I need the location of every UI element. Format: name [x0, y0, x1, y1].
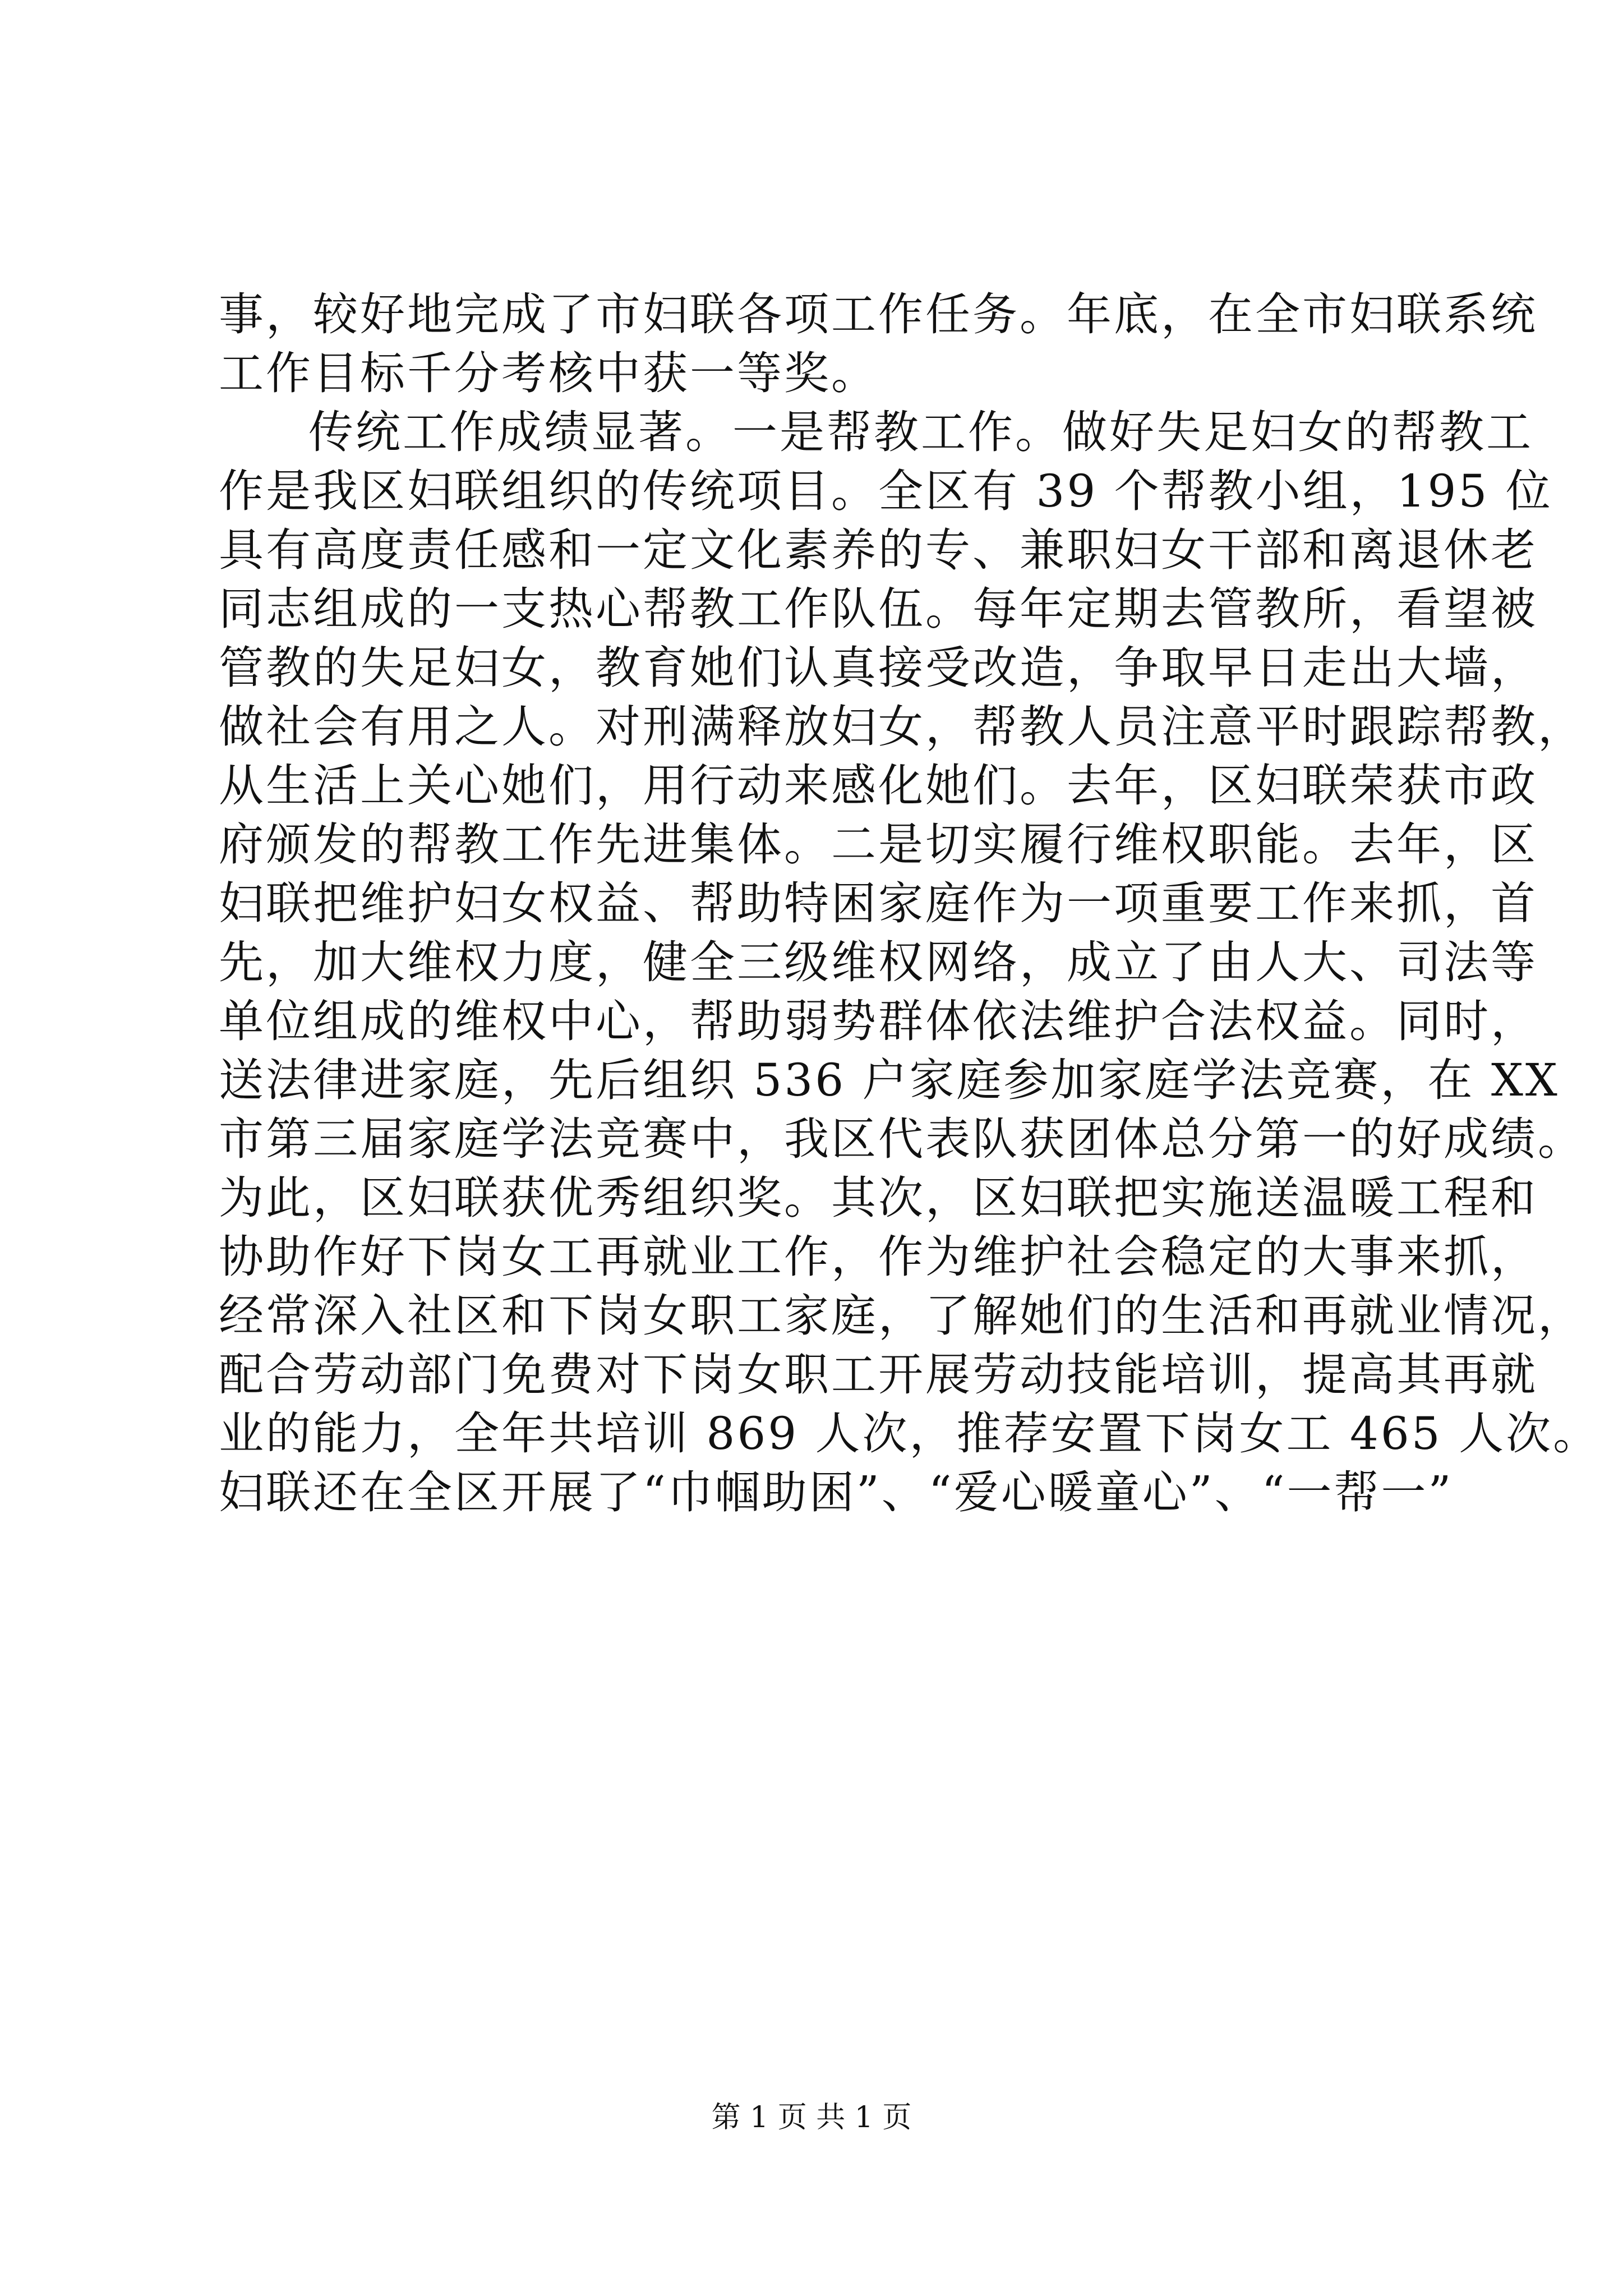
text-line: 协助作好下岗女工再就业工作，作为维护社会稳定的大事来抓，	[219, 1231, 1538, 1283]
text-line: 配合劳动部门免费对下岗女职工开展劳动技能培训，提高其再就	[219, 1349, 1538, 1401]
text-line: 从生活上关心她们，用行动来感化她们。去年，区妇联荣获市政	[219, 760, 1538, 812]
text-line: 事，较好地完成了市妇联各项工作任务。年底，在全市妇联系统	[219, 288, 1538, 341]
text-line: 府颁发的帮教工作先进集体。二是切实履行维权职能。去年，区	[219, 818, 1538, 871]
paragraph-first-line: 传统工作成绩显著。一是帮教工作。做好失足妇女的帮教工	[308, 406, 1533, 458]
text-line: 具有高度责任感和一定文化素养的专、兼职妇女干部和离退休老	[219, 524, 1538, 576]
text-line: 妇联还在全区开展了“巾帼助困”、“爱心暖童心”、“一帮一”	[219, 1466, 1454, 1519]
text-line: 做社会有用之人。对刑满释放妇女，帮教人员注意平时跟踪帮教，	[219, 701, 1585, 753]
text-line: 先，加大维权力度，健全三级维权网络，成立了由人大、司法等	[219, 936, 1538, 988]
text-line: 业的能力，全年共培训 869 人次，推荐安置下岗女工 465 人次。	[219, 1407, 1601, 1460]
text-line: 单位组成的维权中心，帮助弱势群体依法维护合法权益。同时，	[219, 995, 1538, 1047]
text-line: 妇联把维护妇女权益、帮助特困家庭作为一项重要工作来抓，首	[219, 877, 1538, 930]
text-line: 工作目标千分考核中获一等奖。	[219, 347, 878, 399]
text-line: 市第三届家庭学法竞赛中，我区代表队获团体总分第一的好成绩。	[219, 1113, 1585, 1165]
text-line: 作是我区妇联组织的传统项目。全区有 39 个帮教小组，195 位	[219, 465, 1553, 517]
text-line: 为此，区妇联获优秀组织奖。其次，区妇联把实施送温暖工程和	[219, 1172, 1538, 1224]
text-line: 管教的失足妇女，教育她们认真接受改造，争取早日走出大墙，	[219, 642, 1538, 694]
text-line: 送法律进家庭，先后组织 536 户家庭参加家庭学法竞赛，在 XX	[219, 1054, 1560, 1106]
page-number-footer: 第 1 页 共 1 页	[711, 2101, 912, 2134]
body-text	[219, 285, 1601, 1522]
text-line: 经常深入社区和下岗女职工家庭，了解她们的生活和再就业情况，	[219, 1290, 1585, 1342]
text-line: 同志组成的一支热心帮教工作队伍。每年定期去管教所，看望被	[219, 583, 1538, 635]
